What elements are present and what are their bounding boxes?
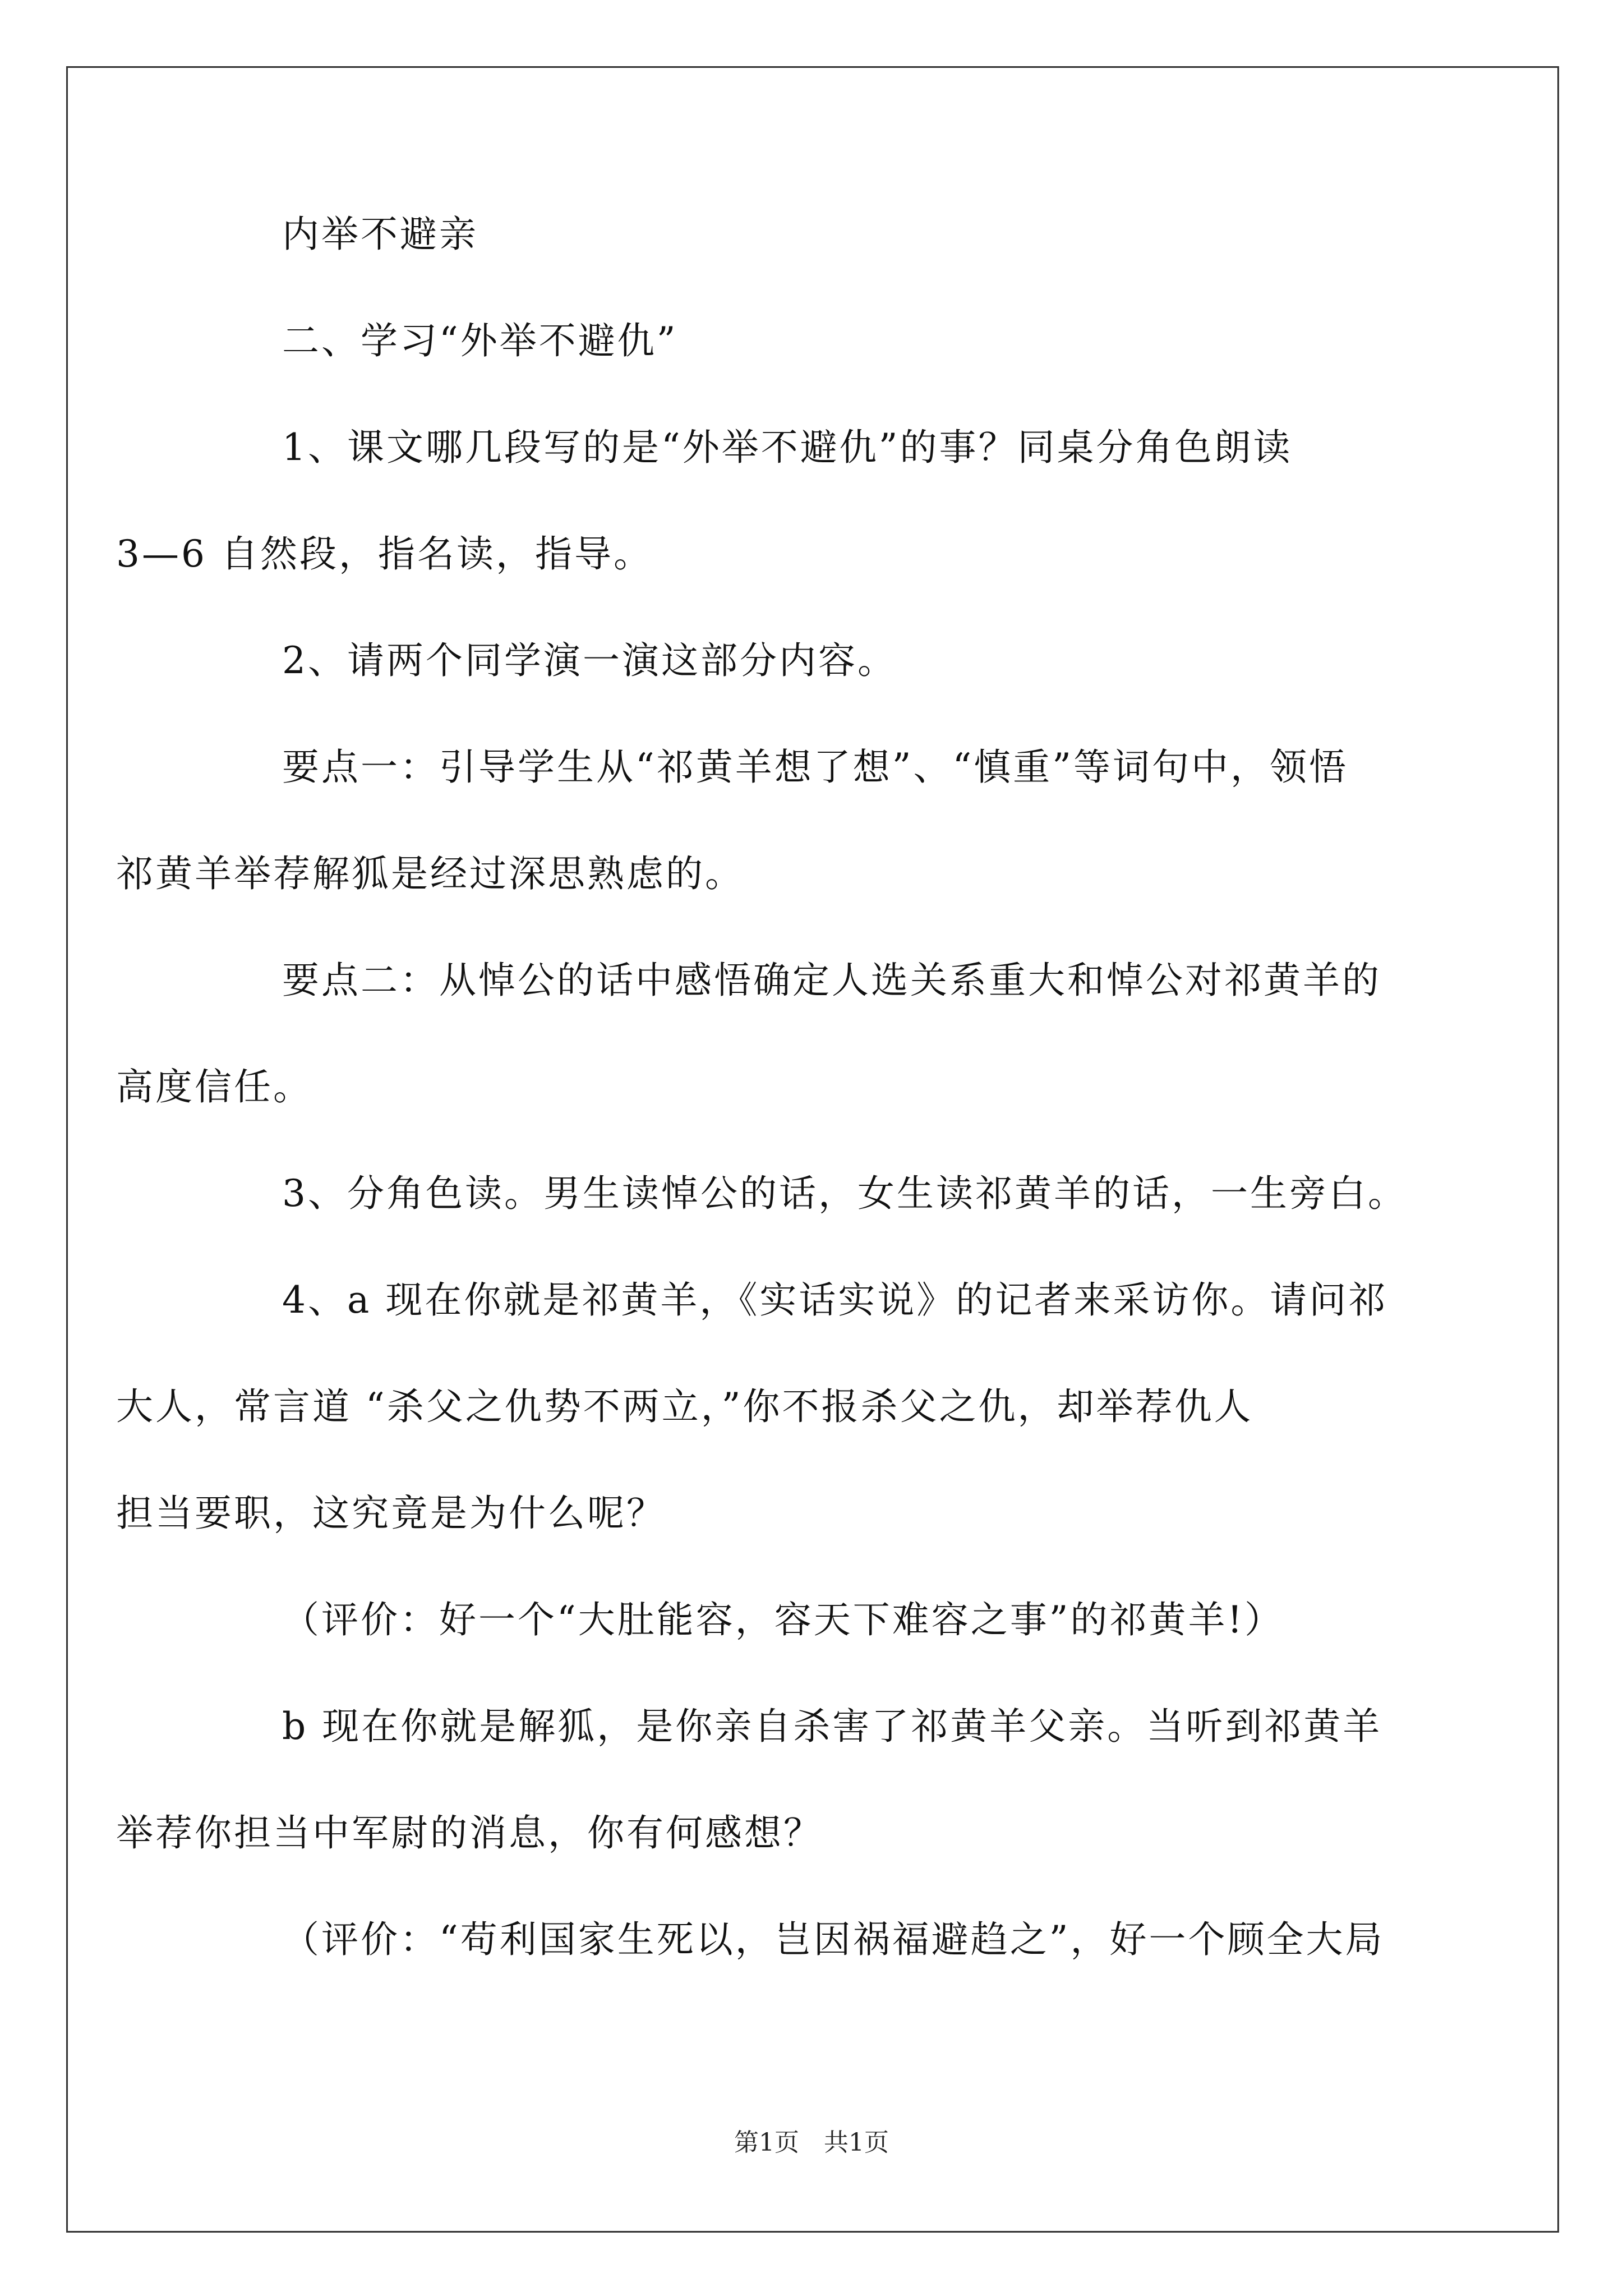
paragraph-7 [199, 1172, 1433, 1215]
text-line: 二、学习“外举不避仇” [282, 319, 678, 362]
paragraph-6 [116, 959, 1433, 1108]
text-line: 担当要职，这究竟是为什么呢？ [116, 1492, 666, 1535]
paragraph-11 [199, 1918, 1433, 1961]
paragraph-8 [116, 1278, 1433, 1535]
page-number-footer: 第1页 共1页 [734, 2128, 889, 2157]
text-line: （评价：“苟利国家生死以，岂因祸福避趋之”，好一个顾全大局 [282, 1918, 1385, 1961]
text-line: 3—6 自然段，指名读，指导。 [116, 532, 653, 576]
paragraph-1 [199, 213, 1433, 256]
text-line: 高度信任。 [116, 1065, 312, 1108]
text-line: 要点二：从悼公的话中感悟确定人选关系重大和悼公对祁黄羊的 [282, 959, 1381, 1002]
paragraph-9 [199, 1599, 1433, 1641]
text-line: 要点一：引导学生从“祁黄羊想了想”、“慎重”等词句中，领悟 [282, 746, 1348, 789]
text-line: 1、课文哪几段写的是“外举不避仇”的事？同桌分角色朗读 [282, 426, 1293, 469]
paragraph-5 [116, 746, 1433, 895]
text-line: （评价：好一个“大肚能容，容天下难容之事”的祁黄羊!） [282, 1598, 1284, 1641]
text-line: 2、请两个同学演一演这部分内容。 [282, 639, 897, 682]
document-body [116, 213, 1433, 2025]
text-line: 内举不避亲 [282, 213, 478, 256]
text-line: 举荐你担当中军尉的消息，你有何感想？ [116, 1811, 823, 1855]
text-line: 3、分角色读。男生读悼公的话，女生读祁黄羊的话，一生旁白。 [282, 1172, 1407, 1215]
paragraph-4 [199, 639, 1433, 682]
paragraph-2 [199, 320, 1433, 362]
text-line: 大人，常言道 “杀父之仇势不两立，”你不报杀父之仇，却举荐仇人 [116, 1385, 1253, 1428]
text-line: 4、a 现在你就是祁黄羊，《实话实说》的记者来采访你。请问祁 [282, 1278, 1388, 1322]
paragraph-10 [116, 1705, 1433, 1855]
paragraph-3 [116, 426, 1433, 576]
text-line: 祁黄羊举荐解狐是经过深思熟虑的。 [116, 852, 744, 895]
text-line: b 现在你就是解狐，是你亲自杀害了祁黄羊父亲。当听到祁黄羊 [282, 1705, 1382, 1748]
